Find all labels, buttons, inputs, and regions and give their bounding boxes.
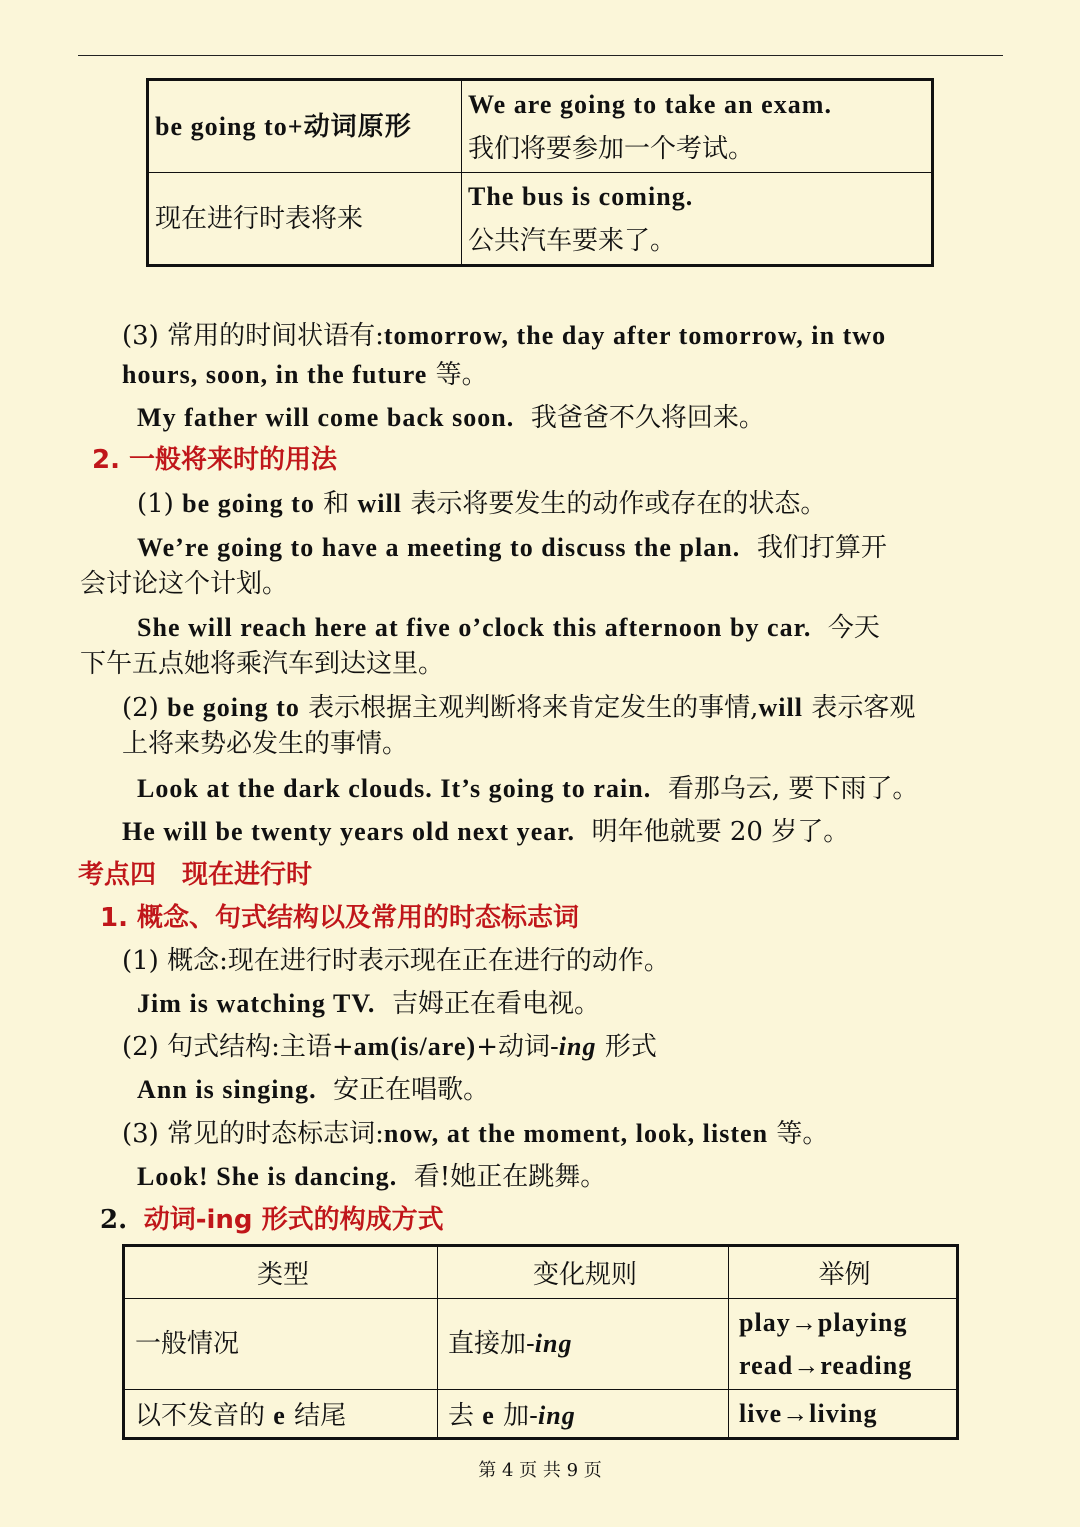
example-zh: 我们将要参加一个考试。 bbox=[468, 133, 755, 164]
form-label: be going to+动词原形 bbox=[155, 111, 412, 141]
table-cell: 一般情况 bbox=[124, 1299, 438, 1390]
section-heading: 2. 一般将来时的用法 bbox=[92, 445, 338, 475]
example-sentence bbox=[137, 610, 880, 646]
text: (1) bbox=[137, 489, 174, 519]
header-cell: 变化规则 bbox=[438, 1246, 729, 1299]
text-en: live→living bbox=[739, 1398, 878, 1428]
text-en: My father will come back soon. bbox=[137, 403, 515, 432]
text: 等。 bbox=[776, 1119, 829, 1149]
table-cell bbox=[124, 1390, 438, 1439]
page-number: 第 4 页 共 9 页 bbox=[478, 1460, 602, 1481]
structure-line bbox=[122, 1029, 657, 1065]
example-en: The bus is coming. bbox=[468, 181, 694, 211]
text: 形式 bbox=[604, 1032, 657, 1062]
text-en: ing bbox=[537, 1401, 576, 1430]
text: 结尾 bbox=[294, 1401, 347, 1431]
text: 2. bbox=[100, 1205, 128, 1235]
text: 直接加- bbox=[448, 1329, 535, 1359]
concept-line: (1) 概念:现在进行时表示现在正在进行的动作。 bbox=[122, 946, 670, 976]
text: 和 bbox=[323, 489, 350, 519]
text: 等。 bbox=[435, 360, 488, 390]
usage-point bbox=[122, 690, 915, 726]
example-zh: 公共汽车要来了。 bbox=[468, 225, 677, 256]
header-rule bbox=[78, 55, 1003, 56]
text-en: We’re going to have a meeting to discuss the plan. bbox=[137, 533, 741, 562]
text: 明年他就要 20 岁了。 bbox=[591, 817, 850, 847]
example-en: We are going to take an exam. bbox=[468, 89, 833, 119]
text-en: will bbox=[758, 693, 804, 722]
text: 看!她正在跳舞。 bbox=[413, 1162, 607, 1192]
text: 我们打算开 bbox=[756, 533, 887, 563]
text: (3) 常用的时间状语有: bbox=[122, 321, 384, 351]
subsection-heading: 1. 概念、句式结构以及常用的时态标志词 bbox=[100, 903, 580, 933]
table-cell bbox=[148, 80, 462, 173]
example-sentence bbox=[137, 771, 918, 807]
text: 今天 bbox=[827, 613, 880, 643]
text: (2) bbox=[122, 693, 159, 723]
text-en: She will reach here at five o’clock this afternoon by car. bbox=[137, 613, 812, 642]
text-en: Jim is watching TV. bbox=[137, 989, 376, 1018]
usage-point bbox=[137, 486, 826, 522]
time-adverbials-line-2 bbox=[122, 357, 488, 393]
table-cell bbox=[438, 1299, 729, 1390]
text: 表示客观 bbox=[811, 693, 916, 723]
example-sentence bbox=[137, 986, 600, 1022]
text: 去 bbox=[448, 1401, 475, 1431]
ing-form-table bbox=[122, 1244, 959, 1440]
text: 我爸爸不久将回来。 bbox=[530, 403, 765, 433]
text-en: play→playing bbox=[739, 1308, 908, 1337]
table-row bbox=[148, 173, 933, 266]
text-en: be going to bbox=[167, 693, 300, 722]
text-en: now, at the moment, look, listen bbox=[383, 1119, 769, 1148]
table-row bbox=[124, 1390, 958, 1439]
table-cell bbox=[729, 1390, 958, 1439]
text-en: ing bbox=[534, 1329, 573, 1358]
subsection-heading bbox=[100, 1202, 444, 1238]
text: 看那乌云, 要下雨了。 bbox=[667, 774, 919, 804]
text-en: Look at the dark clouds. It’s going to rain. bbox=[137, 774, 652, 803]
table-cell bbox=[148, 173, 462, 266]
example-sentence bbox=[137, 1159, 606, 1195]
text-en: Look! She is dancing. bbox=[137, 1162, 398, 1191]
text-en: will bbox=[357, 489, 403, 518]
text-en: hours, soon, in the future bbox=[122, 360, 428, 389]
text-en: e bbox=[482, 1401, 495, 1430]
text: 加- bbox=[503, 1401, 538, 1431]
text-en: ing bbox=[558, 1032, 597, 1061]
usage-point-cont: 上将来势必发生的事情。 bbox=[122, 729, 409, 759]
example-sentence-cont: 会讨论这个计划。 bbox=[80, 569, 289, 599]
table-header-row bbox=[124, 1246, 958, 1299]
table-cell bbox=[462, 173, 933, 266]
text: (3) 常见的时态标志词: bbox=[122, 1119, 384, 1149]
example-sentence-cont: 下午五点她将乘汽车到达这里。 bbox=[80, 649, 445, 679]
text: 动词-ing 形式的构成方式 bbox=[143, 1205, 444, 1235]
example-sentence bbox=[122, 814, 849, 850]
text-en: e bbox=[273, 1401, 286, 1430]
text: 安正在唱歌。 bbox=[333, 1075, 490, 1105]
table-row bbox=[148, 80, 933, 173]
form-label: 现在进行时表将来 bbox=[155, 203, 364, 234]
text: 吉姆正在看电视。 bbox=[391, 989, 600, 1019]
header-cell: 举例 bbox=[729, 1246, 958, 1299]
text-en: He will be twenty years old next year. bbox=[122, 817, 576, 846]
table-cell bbox=[438, 1390, 729, 1439]
text: +动词- bbox=[476, 1032, 559, 1062]
text: 表示根据主观判断将来肯定发生的事情, bbox=[308, 693, 759, 723]
text: (2) 句式结构:主语+ bbox=[122, 1032, 354, 1062]
signal-words-line bbox=[122, 1116, 828, 1152]
future-forms-table bbox=[146, 78, 934, 267]
text-en: read→reading bbox=[739, 1351, 913, 1380]
text-en: Ann is singing. bbox=[137, 1075, 317, 1104]
header-cell: 类型 bbox=[124, 1246, 438, 1299]
text-en: be going to bbox=[182, 489, 315, 518]
table-cell bbox=[729, 1299, 958, 1390]
section-heading: 考点四 现在进行时 bbox=[78, 860, 313, 890]
text-en: am(is/are) bbox=[353, 1032, 477, 1061]
example-sentence bbox=[137, 1072, 489, 1108]
text-en: tomorrow, the day after tomorrow, in two bbox=[383, 321, 887, 350]
table-row bbox=[124, 1299, 958, 1390]
text: 表示将要发生的动作或存在的状态。 bbox=[410, 489, 827, 519]
text: 以不发音的 bbox=[135, 1401, 266, 1431]
table-cell bbox=[462, 80, 933, 173]
time-adverbials-line bbox=[122, 318, 886, 354]
example-sentence bbox=[137, 530, 887, 566]
example-sentence bbox=[137, 400, 765, 436]
